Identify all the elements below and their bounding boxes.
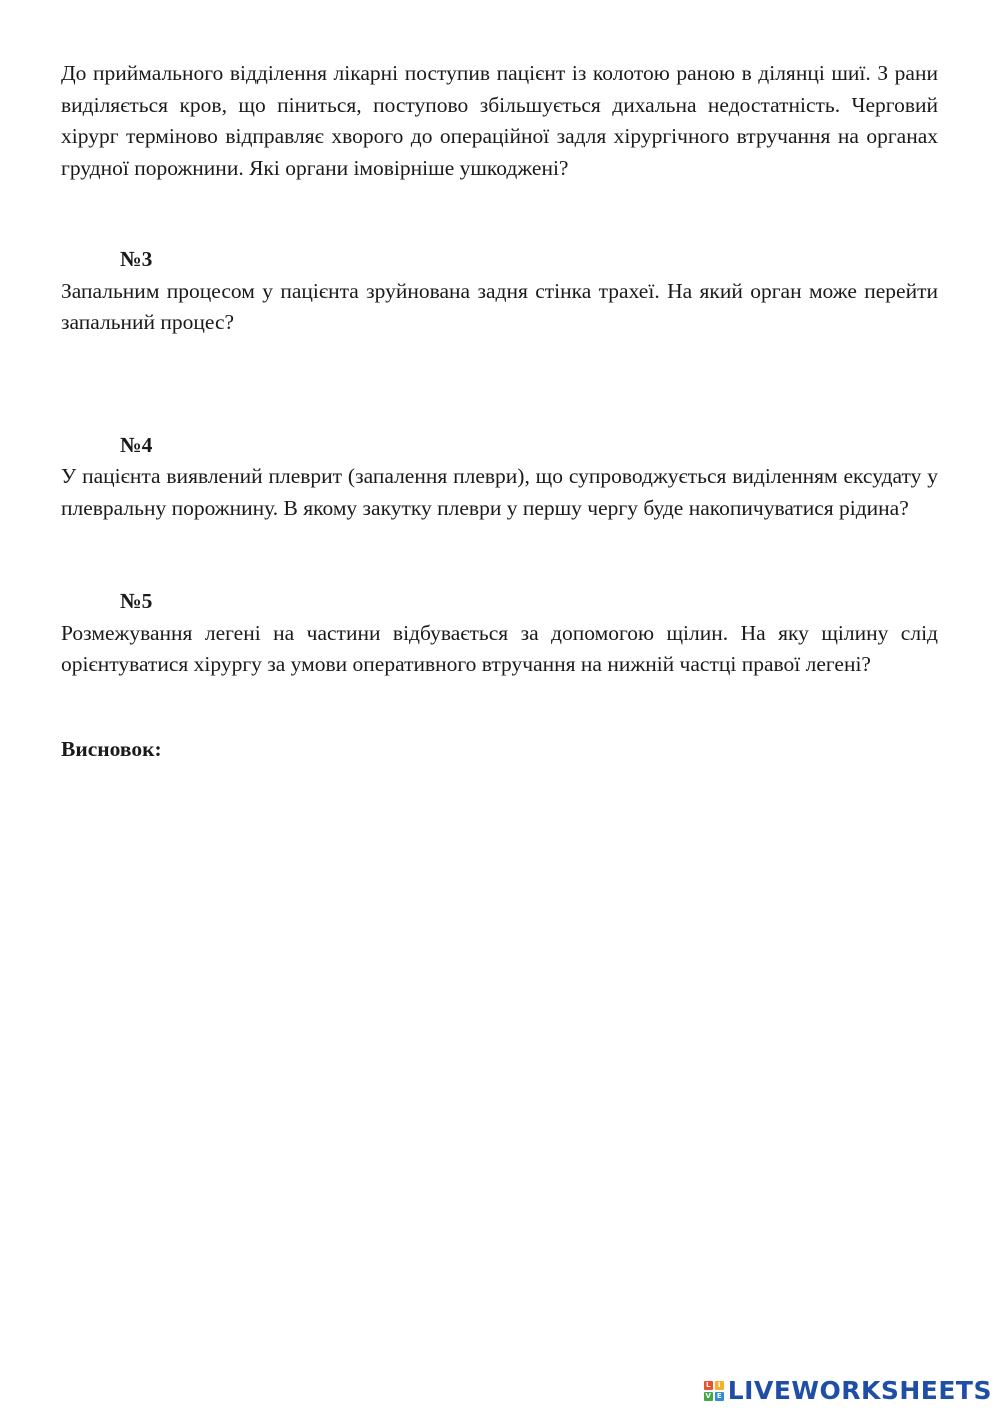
liveworksheets-logo-icon <box>704 1381 724 1401</box>
question-3-number: №3 <box>120 247 153 271</box>
logo-block-v: V <box>705 1391 711 1400</box>
question-3-text: Запальним процесом у пацієнта зруйнована задня стінка трахеї. На який орган може перейти запальний процес? <box>61 278 938 334</box>
logo-block-l: L <box>704 1381 713 1390</box>
intro-paragraph: До приймального відділення лікарні поступив пацієнт із колотою раною в ділянці шиї. З рани виділяється кров, що піниться, поступово збільшується дихальна недостатність. Черговий хірург терміново відправляє хворого до операційної задля хірургічного втручання на органах грудної порожнини. Які органи імовірніше ушкоджені? <box>61 61 938 180</box>
question-5-number: №5 <box>120 589 153 613</box>
logo-block-i: I <box>715 1381 724 1390</box>
liveworksheets-logo <box>704 1376 992 1405</box>
question-4-text: У пацієнта виявлений плеврит (запалення плеври), що супроводжується виділенням ексудату у плевральну порожнину. В якому закутку плеври у першу чергу буде накопичуватися рідина? <box>61 464 938 520</box>
question-4 <box>61 430 938 525</box>
question-3 <box>61 244 938 339</box>
conclusion-label: Висновок: <box>61 736 162 761</box>
worksheet-page <box>61 58 938 765</box>
liveworksheets-logo-text: LIVEWORKSHEETS <box>727 1376 992 1405</box>
question-4-number: №4 <box>120 432 153 457</box>
question-5 <box>61 586 938 681</box>
logo-block-e: E <box>715 1392 724 1401</box>
question-5-text: Розмежування легені на частини відбувається за допомогою щілин. На яку щілину слід орієнтуватися хірургу за умови оперативного втручання на нижній частці правої легені? <box>61 620 938 676</box>
